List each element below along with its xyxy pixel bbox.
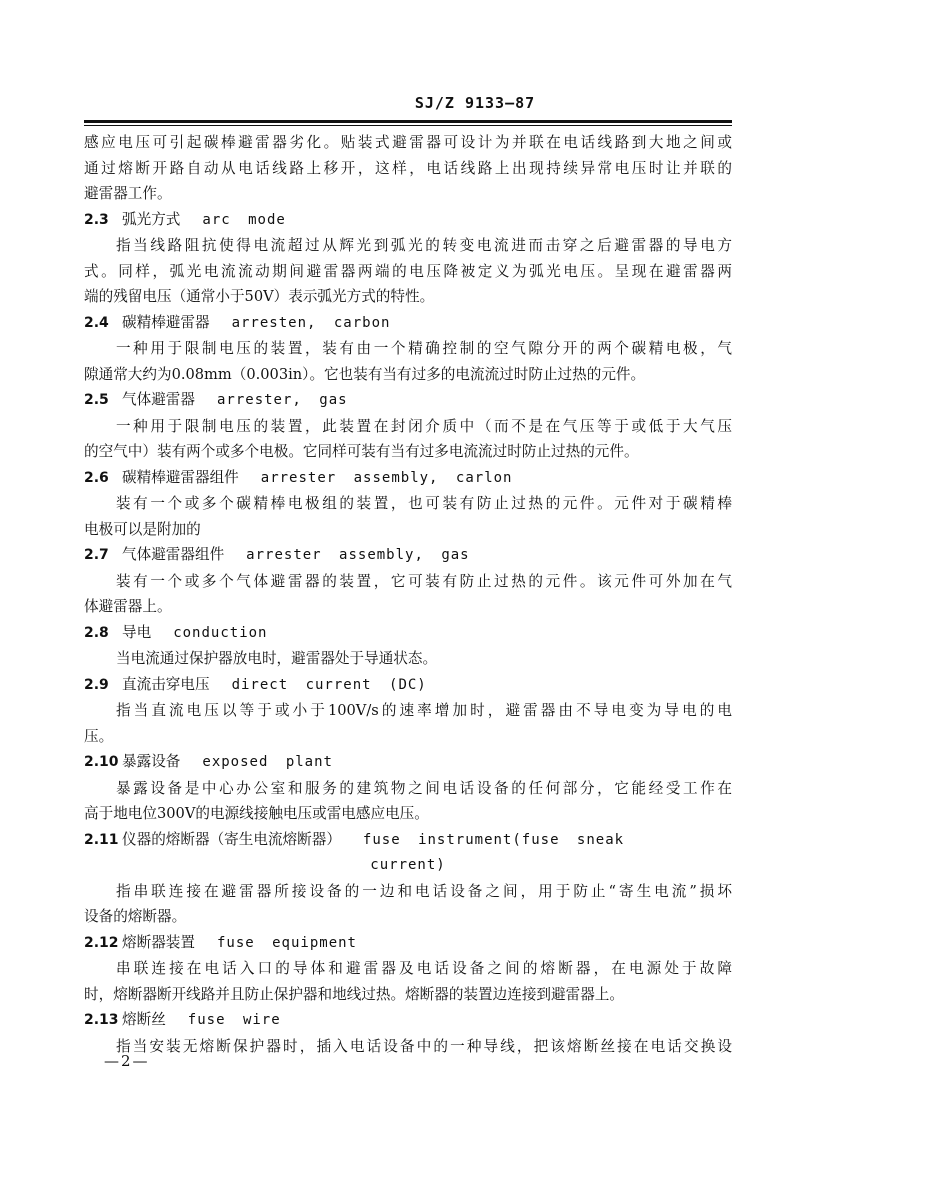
term-english: arrester assembly, carlon [260,469,513,486]
intro-line: 避雷器工作。 [84,185,172,202]
header-rule-thin [84,125,732,126]
term-chinese: 熔断器装置 [122,933,195,951]
term-chinese: 碳精棒避雷器组件 [122,468,239,486]
definition-line: 指串联连接在避雷器所接设备的一边和电话设备之间，用于防止“寄生电流”损坏 [116,882,732,900]
definition-line: 指当安装无熔断保护器时，插入电话设备中的一种导线，把该熔断丝接在电话交换设 [116,1037,732,1055]
term-english: arc mode [202,211,286,228]
definition-line: 装有一个或多个气体避雷器的装置，它可装有防止过热的元件。该元件可外加在气 [116,572,732,590]
term-english: arrester assembly, gas [246,547,470,563]
definition-line: 压。 [84,727,114,745]
definition-line: 指当线路阻抗使得电流超过从辉光到弧光的转变电流进而击穿之后避雷器的导电方 [116,237,732,254]
term-number: 2.3 [84,211,109,228]
page-number: —2— [104,1052,150,1070]
term-number: 2.9 [84,676,109,693]
term-number: 2.10 [84,754,119,770]
term-chinese: 气体避雷器组件 [122,546,225,563]
term-heading-2-9 [84,672,732,699]
term-heading-2-4 [84,310,732,337]
term-number: 2.6 [84,469,109,486]
definition-line: 一种用于限制电压的装置，此装置在封闭介质中（而不是在气压等于或低于大气压 [116,417,732,435]
term-chinese: 导电 [122,623,152,641]
header-rule-thick [84,120,732,123]
definition-line: 当电流通过保护器放电时，避雷器处于导通状态。 [116,650,438,667]
term-number: 2.4 [84,314,109,331]
term-number: 2.13 [84,1012,119,1028]
term-chinese: 暴露设备 [122,753,181,770]
definition-line: 指当直流电压以等于或小于100V/s的速率增加时，避雷器由不导电变为导电的电 [116,702,732,719]
term-number: 2.12 [84,934,119,951]
definition-line: 的空气中）装有两个或多个电极。它同样可装有当有过多电流流过时防止过热的元件。 [84,443,639,460]
term-heading-2-6 [84,465,732,492]
definition-line: 设备的熔断器。 [84,908,187,925]
term-heading-2-7 [84,542,732,569]
term-chinese: 熔断丝 [122,1011,166,1028]
definition-line: 电极可以是附加的 [84,520,201,538]
term-number: 2.8 [84,624,109,641]
term-chinese: 仪器的熔断器（寄生电流熔断器） [122,830,341,848]
term-heading-2-12 [84,930,732,957]
intro-line: 感应电压可引起碳棒避雷器劣化。贴装式避雷器可设计为并联在电话线路到大地之间或 [84,134,732,151]
term-english: direct current (DC) [231,676,427,693]
definition-line: 隙通常大约为0.08mm（0.003in）。它也装有当有过多的电流流过时防止过热的元件。 [84,365,646,383]
definition-line: 时，熔断器断开线路并且防止保护器和地线过热。熔断器的装置边连接到避雷器上。 [84,985,624,1003]
document-body [84,130,732,1059]
term-english: fuse instrument(fuse sneak [362,831,625,848]
intro-line: 通过熔断开路自动从电话线路上移开，这样，电话线路上出现持续异常电压时让并联的 [84,159,732,177]
term-english-continued: current) [370,857,446,873]
definition-line: 暴露设备是中心办公室和服务的建筑物之间电话设备的任何部分，它能经受工作在 [116,779,732,797]
term-english: conduction [173,624,268,641]
term-english: fuse equipment [216,934,357,951]
term-chinese: 直流击穿电压 [122,675,210,693]
term-chinese: 气体避雷器 [122,391,195,408]
term-english: fuse wire [187,1012,281,1028]
term-english: arrester, gas [216,392,348,408]
term-heading-2-13 [84,1007,732,1034]
definition-line: 端的残留电压（通常小于50V）表示弧光方式的特性。 [84,288,435,305]
definition-line: 高于地电位300V的电源线接触电压或雷电感应电压。 [84,805,429,822]
term-chinese: 碳精棒避雷器 [122,313,210,331]
term-number: 2.7 [84,547,109,563]
term-heading-2-10 [84,749,732,776]
definition-line: 装有一个或多个碳精棒电极组的装置，也可装有防止过热的元件。元件对于碳精棒 [116,495,732,512]
term-heading-2-5 [84,387,732,414]
definition-line: 式。同样，弧光电流流动期间避雷器两端的电压降被定义为弧光电压。呈现在避雷器两 [84,262,732,280]
term-chinese: 弧光方式 [122,210,181,228]
definition-line: 体避雷器上。 [84,598,172,615]
term-english: arresten, carbon [231,314,391,331]
term-heading-2-3 [84,207,732,234]
definition-line: 串联连接在电话入口的导体和避雷器及电话设备之间的熔断器，在电源处于故障 [116,960,732,977]
document-code-header: SJ/Z 9133—87 [414,94,536,112]
definition-line: 一种用于限制电压的装置，装有由一个精确控制的空气隙分开的两个碳精电极，气 [116,340,732,357]
term-number: 2.11 [84,831,119,848]
term-number: 2.5 [84,392,109,408]
term-heading-2-11 [84,827,732,854]
term-english: exposed plant [202,754,333,770]
term-heading-2-8 [84,620,732,647]
